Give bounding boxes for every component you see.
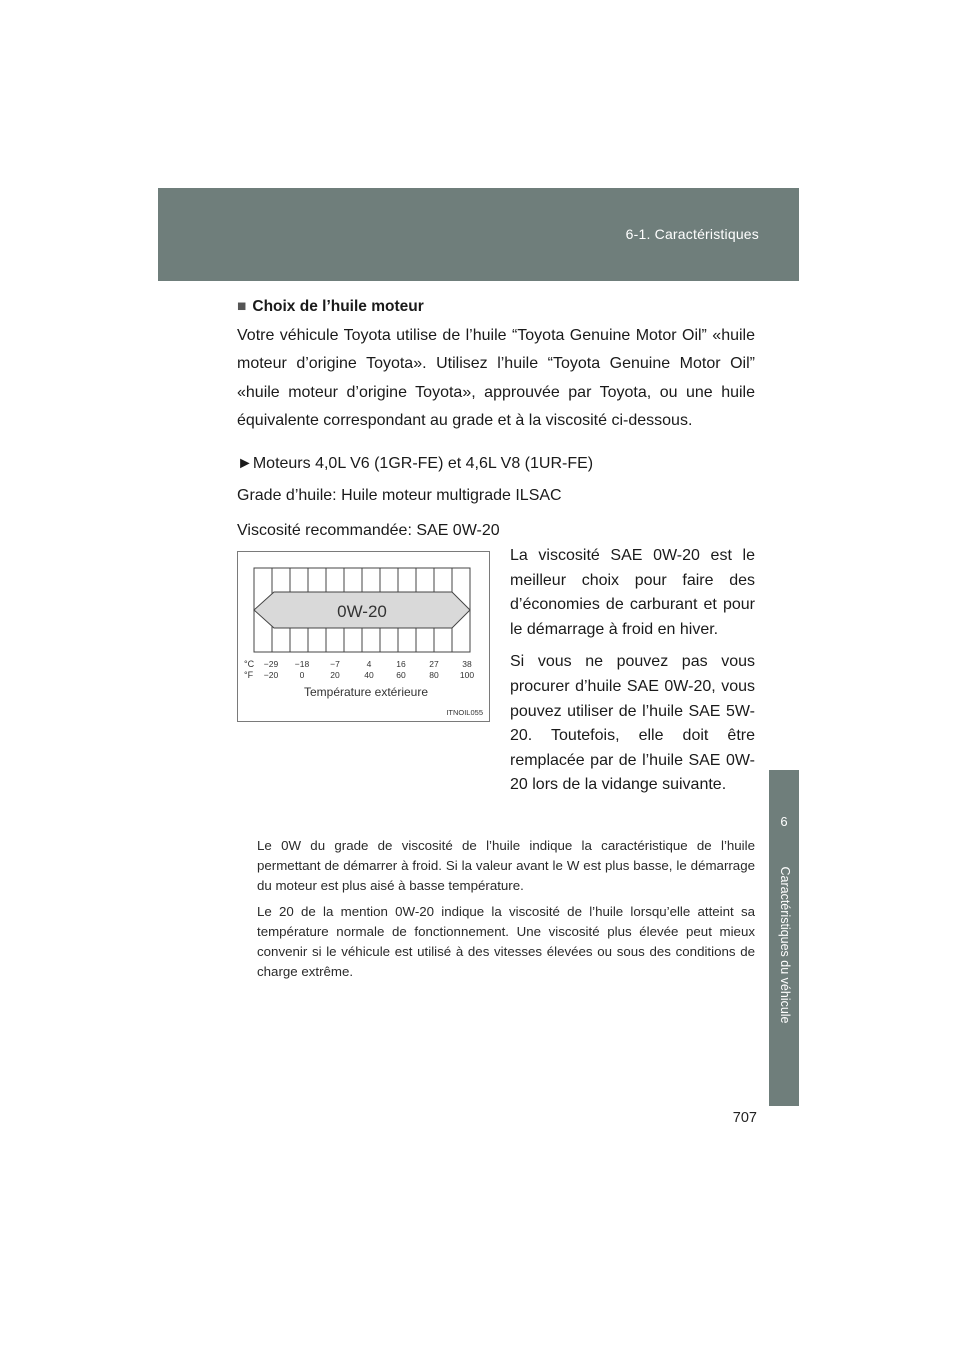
- side-paragraph-1: La viscosité SAE 0W-20 est le meilleur choix pour faire des d’économies de carburant et pour le démarrage à froid en hiver.: [510, 547, 755, 638]
- section-title: 6-1. Caractéristiques: [625, 226, 759, 242]
- fahrenheit-tick: 20: [330, 670, 340, 680]
- square-bullet-icon: ■: [237, 298, 247, 315]
- viscosity-figure: [237, 551, 490, 722]
- celsius-tick: 27: [429, 659, 439, 669]
- celsius-tick: 16: [396, 659, 406, 669]
- engine-line: ►Moteurs 4,0L V6 (1GR-FE) et 4,6L V8 (1UR-FE): [237, 455, 594, 472]
- intro-paragraph: Votre véhicule Toyota utilise de l’huile “Toyota Genuine Motor Oil” «huile moteur d’origine Toyota». Utilisez l’huile “Toyota Genuine Motor Oil” «huile moteur d’origine Toyota», approuvée par Toyota, ou une huile équivalente correspondant au grade et à la viscosité ci-dessous.: [237, 327, 755, 430]
- band-label: 0W-20: [337, 602, 387, 621]
- page-content: [237, 298, 755, 979]
- celsius-tick: −18: [294, 659, 310, 669]
- fahrenheit-tick: 100: [459, 670, 475, 680]
- note-cold-start: Le 0W du grade de viscosité de l’huile indique la caractéristique de l’huile permettant de démarrer à froid. Si la valeur avant le W est plus basse, le démarrage du moteur est plus aisé à basse température.: [257, 838, 755, 893]
- chapter-label: Caractéristiques du véhicule: [778, 866, 792, 1024]
- fahrenheit-tick: 60: [396, 670, 406, 680]
- section-heading: [237, 298, 755, 316]
- heading-text: Choix de l’huile moteur: [252, 298, 424, 315]
- viscosity-line: Viscosité recommandée: SAE 0W-20: [237, 522, 500, 539]
- celsius-tick: 4: [366, 659, 372, 669]
- celsius-tick: 38: [462, 659, 472, 669]
- chapter-number: 6: [780, 814, 788, 829]
- celsius-tick: −29: [263, 659, 279, 669]
- figure-side-text: [510, 544, 755, 806]
- note-operating-viscosity: Le 20 de la mention 0W-20 indique la viscosité de l’huile lorsqu’elle atteint sa température normale de fonctionnement. Une viscosité plus élevée peut mieux convenir si le véhicule est utilisé à des vitesses élevées ou sous des conditions de charge extrême.: [257, 904, 755, 979]
- oil-grade-line: Grade d’huile: Huile moteur multigrade ILSAC: [237, 487, 562, 504]
- chapter-tab: [769, 770, 799, 1106]
- figure-id: ITNOIL055: [446, 708, 483, 717]
- celsius-unit: °C: [244, 659, 255, 669]
- fahrenheit-tick: 40: [364, 670, 374, 680]
- side-paragraph-2: Si vous ne pouvez pas vous procurer d’huile SAE 0W-20, vous pouvez utiliser de l’huile SAE 5W-20. Toutefois, elle doit être remplacée par de l’huile SAE 0W-20 lors de la vidange suivante.: [510, 653, 755, 794]
- celsius-tick: −7: [330, 659, 340, 669]
- figure-caption: Température extérieure: [303, 685, 429, 699]
- fahrenheit-unit: °F: [244, 670, 254, 680]
- fahrenheit-tick: 0: [299, 670, 305, 680]
- page-number: 707: [732, 1110, 757, 1126]
- fahrenheit-tick: 80: [429, 670, 439, 680]
- fahrenheit-tick: −20: [263, 670, 279, 680]
- header-band: [158, 188, 799, 281]
- viscosity-diagram: [238, 552, 489, 721]
- notes: [257, 836, 755, 988]
